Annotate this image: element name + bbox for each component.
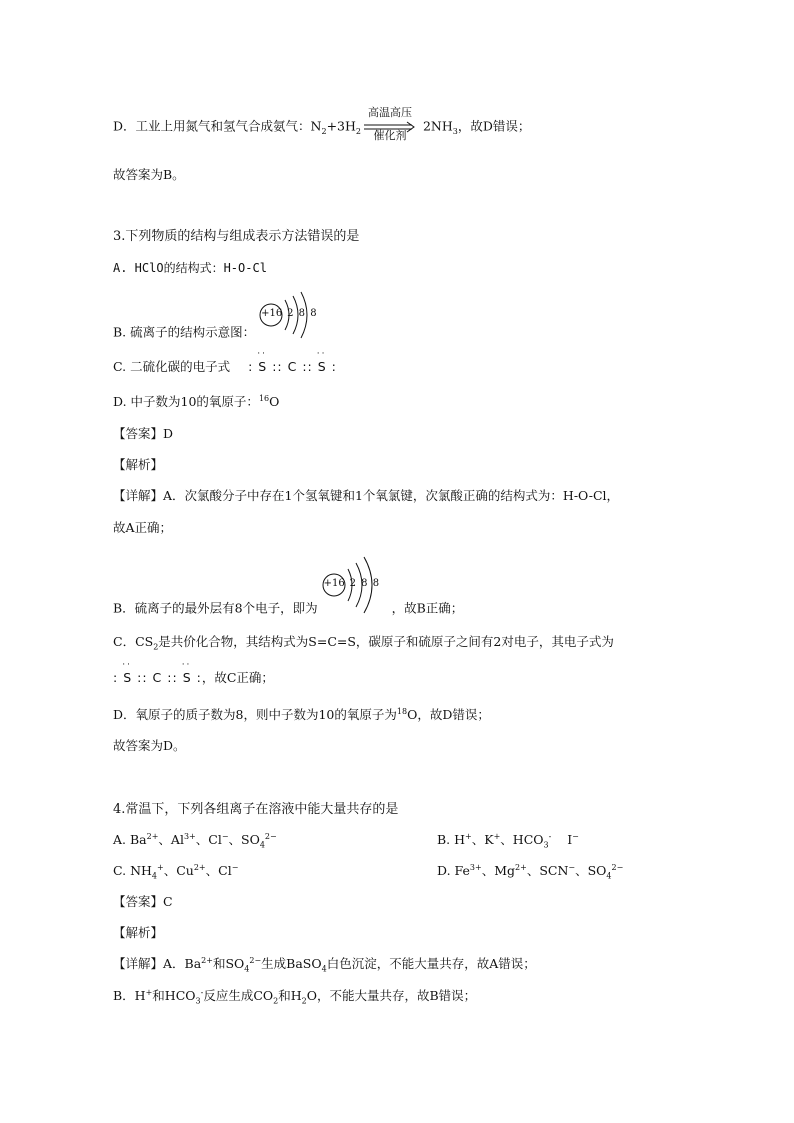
q3-option-a: A. HClO的结构式：H-O-Cl: [113, 261, 267, 275]
q2-answer-line: 故答案为B。: [113, 167, 185, 182]
q3-analysis: 【解析】: [113, 457, 164, 472]
sulfur-ion-diagram: [259, 290, 329, 340]
reaction-arrow: 高温高压 催化剂: [367, 106, 412, 142]
q3-final: 故答案为D。: [113, 738, 186, 753]
q3-detail-c-line1: C．$CS_2$是共价化合物，其结构式为S=C=S，碳原子和硫原子之间有2对电子，其电子式为: [113, 634, 614, 652]
sulfur-ion-diagram-2: [322, 555, 392, 615]
atom-shells: 2 8 8: [287, 308, 318, 319]
q3-option-d: D. 中子数为10的氧原子：$^{16}$O: [113, 393, 280, 409]
q3-detail-c-line2: : ·· S :: C :: ·· S :，故C正确；: [113, 660, 274, 685]
atom-shells: 2 8 8: [349, 578, 381, 589]
q4-stem: 4.常温下，下列各组离子在溶液中能大量共存的是: [113, 802, 399, 817]
q4-option-a: A. $Ba^{2+}$、$Al^{3+}$、Cl−、$SO_4^{2-}$: [113, 831, 277, 850]
q4-option-d: D. $Fe^{3+}$、$Mg^{2+}$、SCN−、$SO_4^{2-}$: [437, 862, 624, 881]
q3-detail-d: D．氧原子的质子数为8，则中子数为10的氧原子为$^{18}$O，故D错误；: [113, 706, 490, 722]
q3-option-b: B. 硫离子的结构示意图： +16 2 8 8: [113, 308, 329, 358]
q4-answer: 【答案】C: [113, 894, 173, 909]
q3-detail-b: B．硫离子的最外层有8个电子，即为 +16 2 8 8 ，故B正确；: [113, 579, 463, 639]
q4-detail-a: 【详解】A．$Ba^{2+}$和$SO_4^{2-}$生成BaSO$_4$白色沉淀，不能大量共存，故A错误；: [113, 955, 536, 974]
q4-option-b: B. H+、K+、$HCO_3^-$ I−: [437, 831, 579, 850]
q4-detail-b: B．H+和$HCO_3^-$反应生成$CO_2$和$H_2O$，不能大量共存，故B错误；: [113, 987, 477, 1006]
q4-option-c: C. $NH_4^+$、$Cu^{2+}$、Cl−: [113, 862, 239, 881]
q3-option-c: C. 二硫化碳的电子式 : ·· S :: C :: ·· S :: [113, 349, 337, 374]
q3-stem: 3.下列物质的结构与组成表示方法错误的是: [113, 229, 360, 244]
q3-detail-a-line2: 故A正确；: [113, 520, 173, 535]
atom-nucleus: +16: [261, 308, 283, 319]
q3-detail-a-line1: 【详解】A．次氯酸分子中存在1个氢氧键和1个氧氯键，次氯酸正确的结构式为：H-O-Cl，: [113, 488, 620, 503]
q3-answer: 【答案】D: [113, 426, 174, 441]
atom-nucleus: +16: [323, 578, 345, 589]
cs2-electron-formula-2: : ·· S :: C :: ·· S :: [113, 660, 202, 685]
q2-option-d-line: D．工业上用氮气和氢气合成氨气：$N_2+3H_2$ 高温高压 催化剂 $2NH_3$，故D错误；: [113, 106, 531, 142]
cs2-electron-formula: : ·· S :: C :: ·· S :: [248, 349, 337, 374]
q4-analysis: 【解析】: [113, 925, 164, 940]
